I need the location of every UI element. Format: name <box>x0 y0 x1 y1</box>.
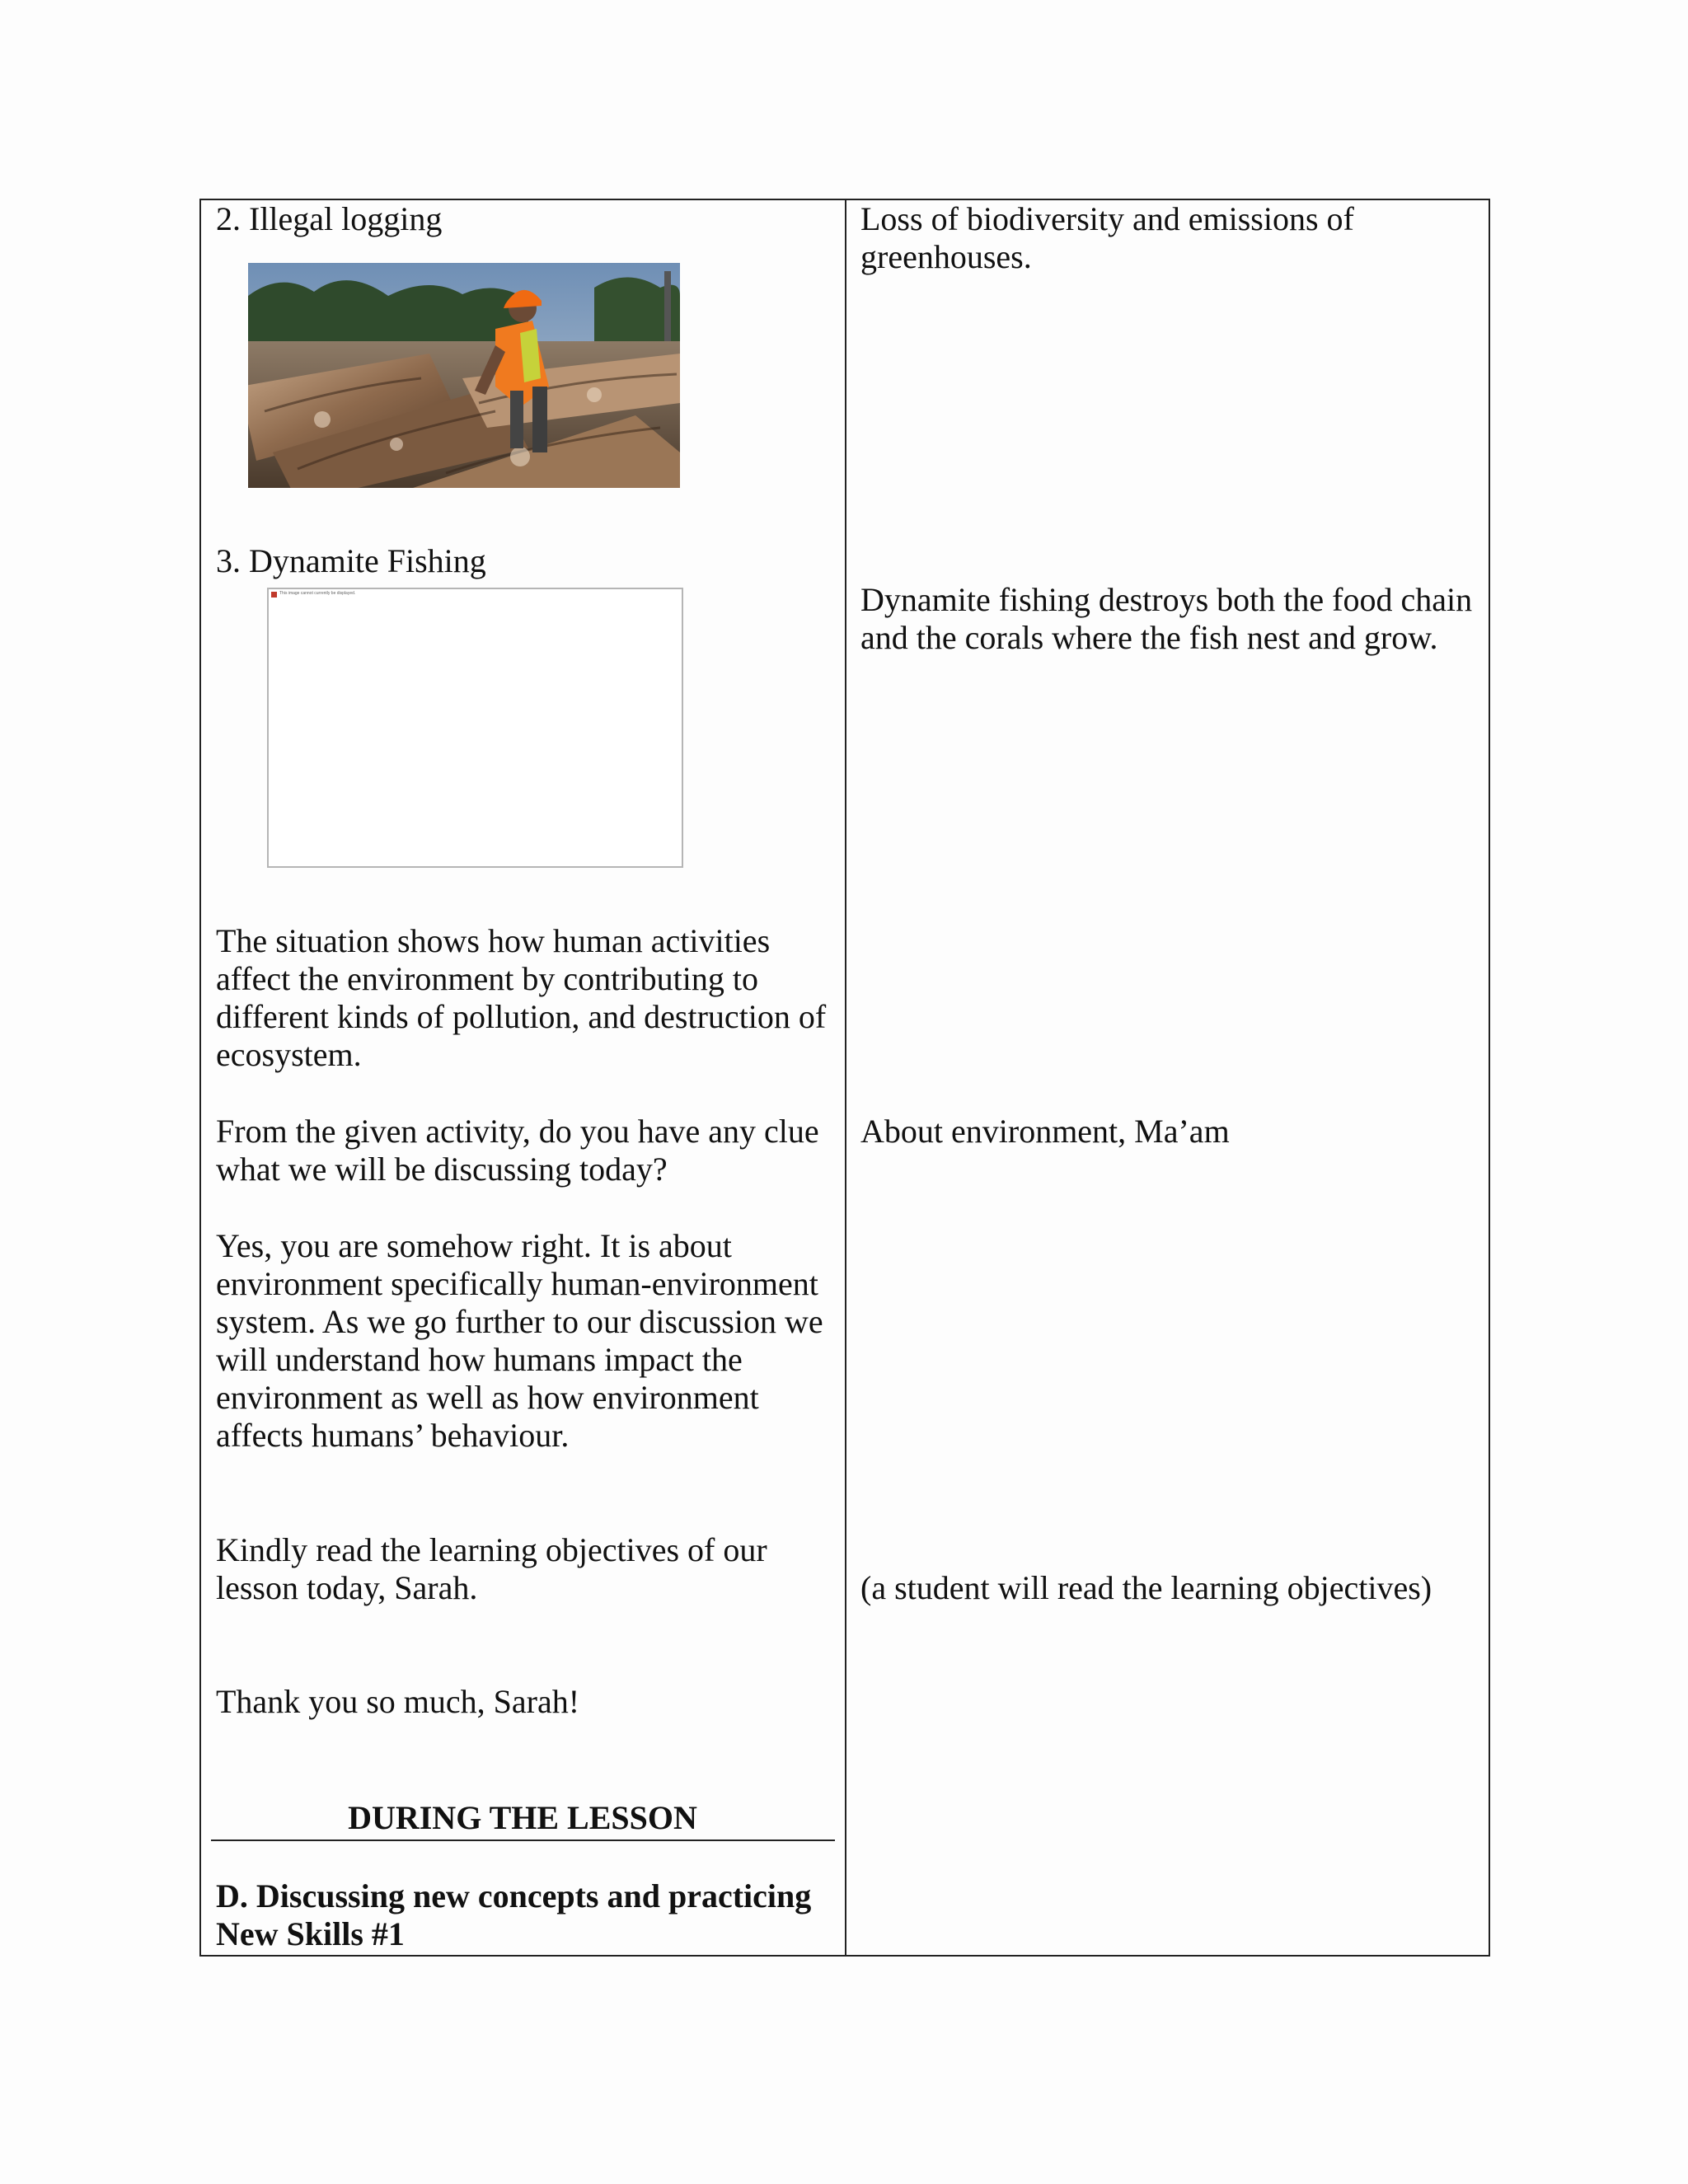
topic-explanation: Yes, you are somehow right. It is about environment specifically human-environment system. As we go further to our discussion we will understand how humans impact the environment as well as how environment affects humans’ behaviour. <box>216 1227 823 1454</box>
broken-image-placeholder <box>267 588 683 868</box>
discussion-question: From the given activity, do you have any clue what we will be discussing today? <box>216 1113 819 1188</box>
during-the-lesson-heading: DURING THE LESSON <box>348 1799 697 1836</box>
lesson-plan-table <box>199 199 1490 1957</box>
dynamite-effect-answer: Dynamite fishing destroys both the food chain and the corals where the fish nest and grow. <box>860 581 1473 656</box>
broken-image-message: This image cannot currently be displayed. <box>279 591 356 596</box>
item-illegal-logging-title: 2. Illegal logging <box>216 200 443 237</box>
heading-underline <box>211 1840 835 1841</box>
student-topic-answer: About environment, Ma’am <box>860 1113 1230 1150</box>
situation-paragraph: The situation shows how human activities affect the environment by contributing to different kinds of pollution, and destruction of ecosystem. <box>216 922 827 1073</box>
illegal-logging-photo <box>248 263 680 488</box>
logging-effect-answer: Loss of biodiversity and emissions of greenhouses. <box>860 200 1354 275</box>
broken-image-icon <box>271 592 277 598</box>
student-action-note: (a student will read the learning objectives) <box>860 1569 1432 1606</box>
read-objectives-prompt: Kindly read the learning objectives of our lesson today, Sarah. <box>216 1531 767 1606</box>
section-d-title: D. Discussing new concepts and practicing New Skills #1 <box>216 1877 812 1952</box>
column-divider <box>845 200 846 1955</box>
item-dynamite-fishing-title: 3. Dynamite Fishing <box>216 542 486 579</box>
thank-you-line: Thank you so much, Sarah! <box>216 1683 580 1720</box>
